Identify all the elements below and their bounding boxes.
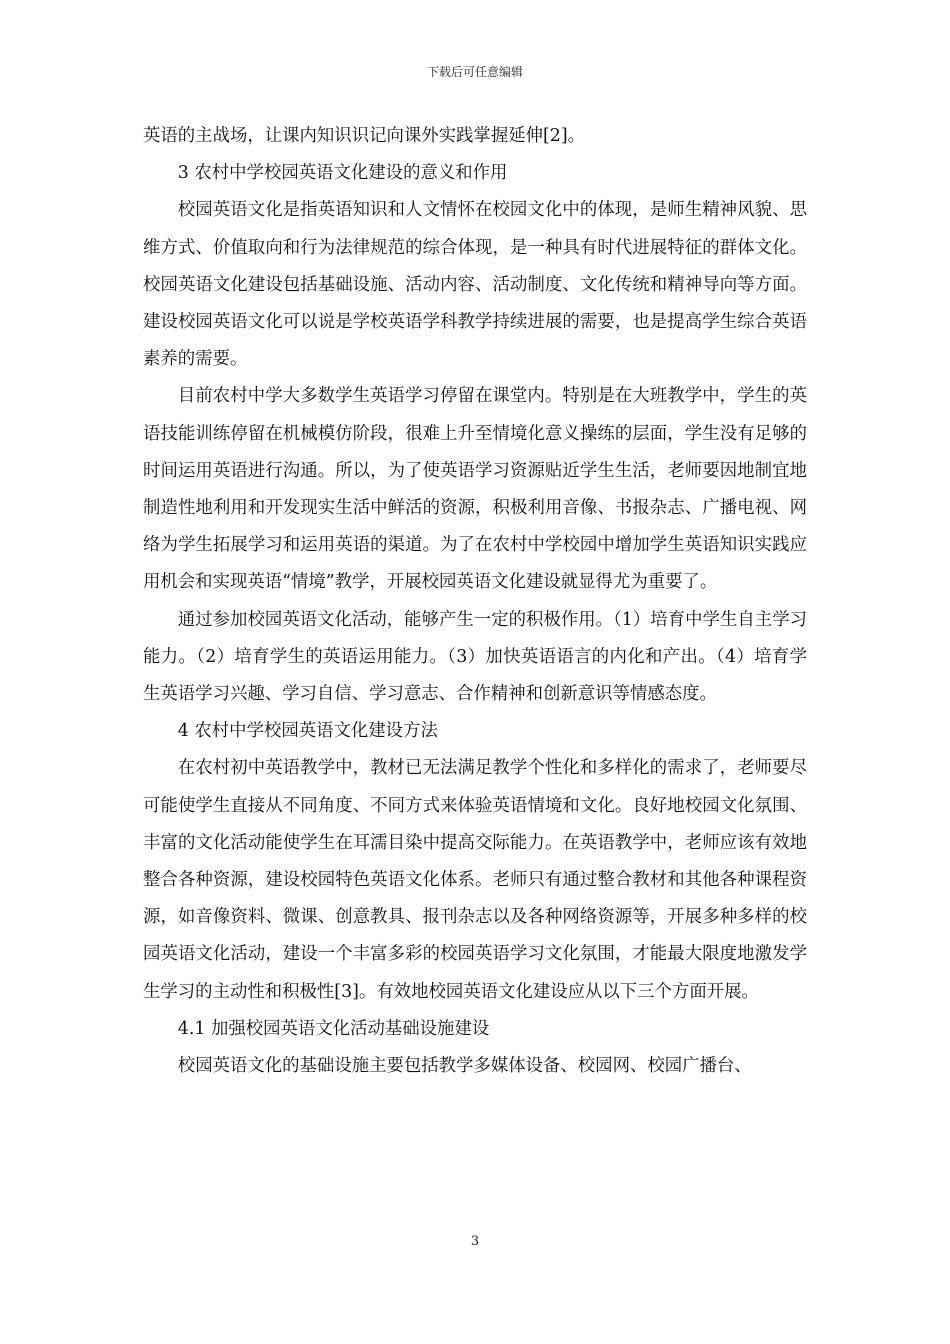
page-header: 下载后可任意编辑 [426, 65, 523, 79]
paragraph-infrastructure: 校园英语文化的基础设施主要包括教学多媒体设备、校园网、校园广播台、 [177, 1056, 752, 1077]
subsection-heading-4-1: 4.1 加强校园英语文化活动基础设施建设 [177, 1018, 490, 1039]
section-heading-3: 3 农村中学校园英语文化建设的意义和作用 [177, 163, 508, 184]
paragraph-current-situation: 目前农村中学大多数学生英语学习停留在课堂内。特别是在大班教学中，学生的英语技能训练停留在机械模仿阶段，很难上升至情境化意义操练的层面，学生没有足够的时间运用英语进行沟通。所以，为了使英语学习资源贴近学生生活，老师要因地制宜地制造性地利用和开发现实生活中鲜活的资源，积极利用音像、书报杂志、广播电视、网络为学生拓展学习和运用英语的渠道。为了在农村中学校园中增加学生英语知识实践应用机会和实现英语“情境”教学，开展校园英语文化建设就显得尤为重要了。 [143, 386, 807, 593]
paragraph-continued: 英语的主战场，让课内知识识记向课外实践掌握延伸[2]。 [143, 126, 586, 146]
section-heading-4: 4 农村中学校园英语文化建设方法 [177, 721, 438, 742]
paragraph-methods: 在农村初中英语教学中，教材已无法满足教学个性化和多样化的需求了，老师要尽可能使学生直接从不同角度、不同方式来体验英语情境和文化。良好地校园文化氛围、丰富的文化活动能使学生在耳濡目染中提高交际能力。在英语教学中，老师应该有效地整合各种资源，建设校园特色英语文化体系。老师只有通过整合教材和其他各种课程资源，如音像资料、微课、创意教具、报刊杂志以及各种网络资源等，开展多种多样的校园英语文化活动，建设一个丰富多彩的校园英语学习文化氛围，才能最大限度地激发学生学习的主动性和积极性[3]。有效地校园英语文化建设应从以下三个方面开展。 [143, 758, 807, 1002]
page-number: 3 [470, 1234, 480, 1249]
document-body [143, 118, 807, 1085]
paragraph-definition: 校园英语文化是指英语知识和人文情怀在校园文化中的体现，是师生精神风貌、思维方式、价值取向和行为法律规范的综合体现，是一种具有时代进展特征的群体文化。校园英语文化建设包括基础设施、活动内容、活动制度、文化传统和精神导向等方面。建设校园英语文化可以说是学校英语学科教学持续进展的需要，也是提高学生综合英语素养的需要。 [143, 200, 807, 370]
paragraph-benefits: 通过参加校园英语文化活动，能够产生一定的积极作用。（1）培育中学生自主学习能力。（2）培育学生的英语运用能力。（3）加快英语语言的内化和产出。（4）培育学生英语学习兴趣、学习自信、学习意志、合作精神和创新意识等情感态度。 [143, 609, 807, 705]
